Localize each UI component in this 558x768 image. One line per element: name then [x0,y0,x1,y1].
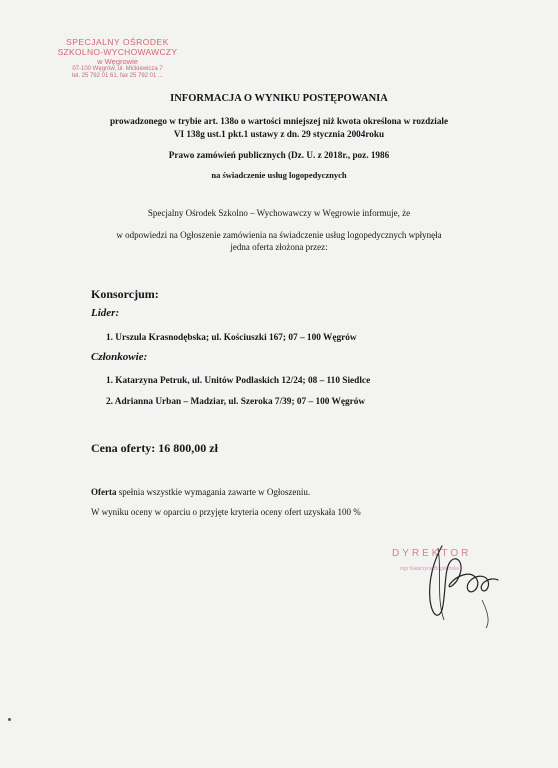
offer-statement [91,487,310,497]
signature-icon [420,540,510,630]
stamp-line: SZKOLNO-WYCHOWAWCZY [57,46,178,57]
document-title: INFORMACJA O WYNIKU POSTĘPOWANIA [170,93,388,104]
scan-speck [8,718,11,721]
stamp-line: SPECJALNY OŚRODEK [66,37,169,47]
offer-statement-rest: spełnia wszystkie wymagania zawarte w Ogłoszeniu. [116,487,311,497]
subtitle-line: Prawo zamówień publicznych (Dz. U. z 2018r., poz. 1986 [168,150,390,160]
school-stamp [50,38,185,80]
stamp-line: w Węgrowie [97,56,138,66]
members-label: Członkowie: [91,351,148,363]
offer-price: Cena oferty: 16 800,00 zł [91,441,218,455]
evaluation-statement: W wyniku oceny w oparciu o przyjęte kryteria oceny ofert uzyskała 100 % [91,507,361,517]
intro-line: Specjalny Ośrodek Szkolno – Wychowawczy w Węgrowie informuje, że [147,208,411,218]
member-entry: 2. Adrianna Urban – Madziar, ul. Szeroka 7/39; 07 – 100 Węgrów [106,397,366,407]
leader-label: Lider: [91,307,120,319]
stamp-line: tel. 25 792 01 61, fax 25 792 01 ... [71,73,164,80]
intro-line: w odpowiedzi na Ogłoszenie zamówienia na świadczenie usług logopedycznych wpłynęła [116,230,442,240]
intro-line: jedna oferta złożona przez: [230,242,328,252]
director-stamp-title: DYREKTOR [392,548,472,559]
subtitle-line: na świadczenie usług logopedycznych [211,170,347,180]
offer-bold-word: Oferta [91,487,117,497]
stamp-line: 07-100 Węgrów, ul. Mickiewicza 7 [72,66,163,73]
consortium-heading: Konsorcjum: [91,287,159,301]
subtitle-line: prowadzonego w trybie art. 138o o wartości mniejszej niż kwota określona w rozdziale [109,116,449,126]
member-entry: 1. Katarzyna Petruk, ul. Unitów Podlaskich 12/24; 08 – 110 Siedlce [106,376,371,386]
leader-entry: 1. Urszula Krasnodębska; ul. Kościuszki 167; 07 – 100 Węgrów [106,333,357,343]
subtitle-line: VI 138g ust.1 pkt.1 ustawy z dn. 29 stycznia 2004roku [173,129,385,139]
director-stamp-name: mgr Katarzyna Bogdańska [400,566,459,572]
